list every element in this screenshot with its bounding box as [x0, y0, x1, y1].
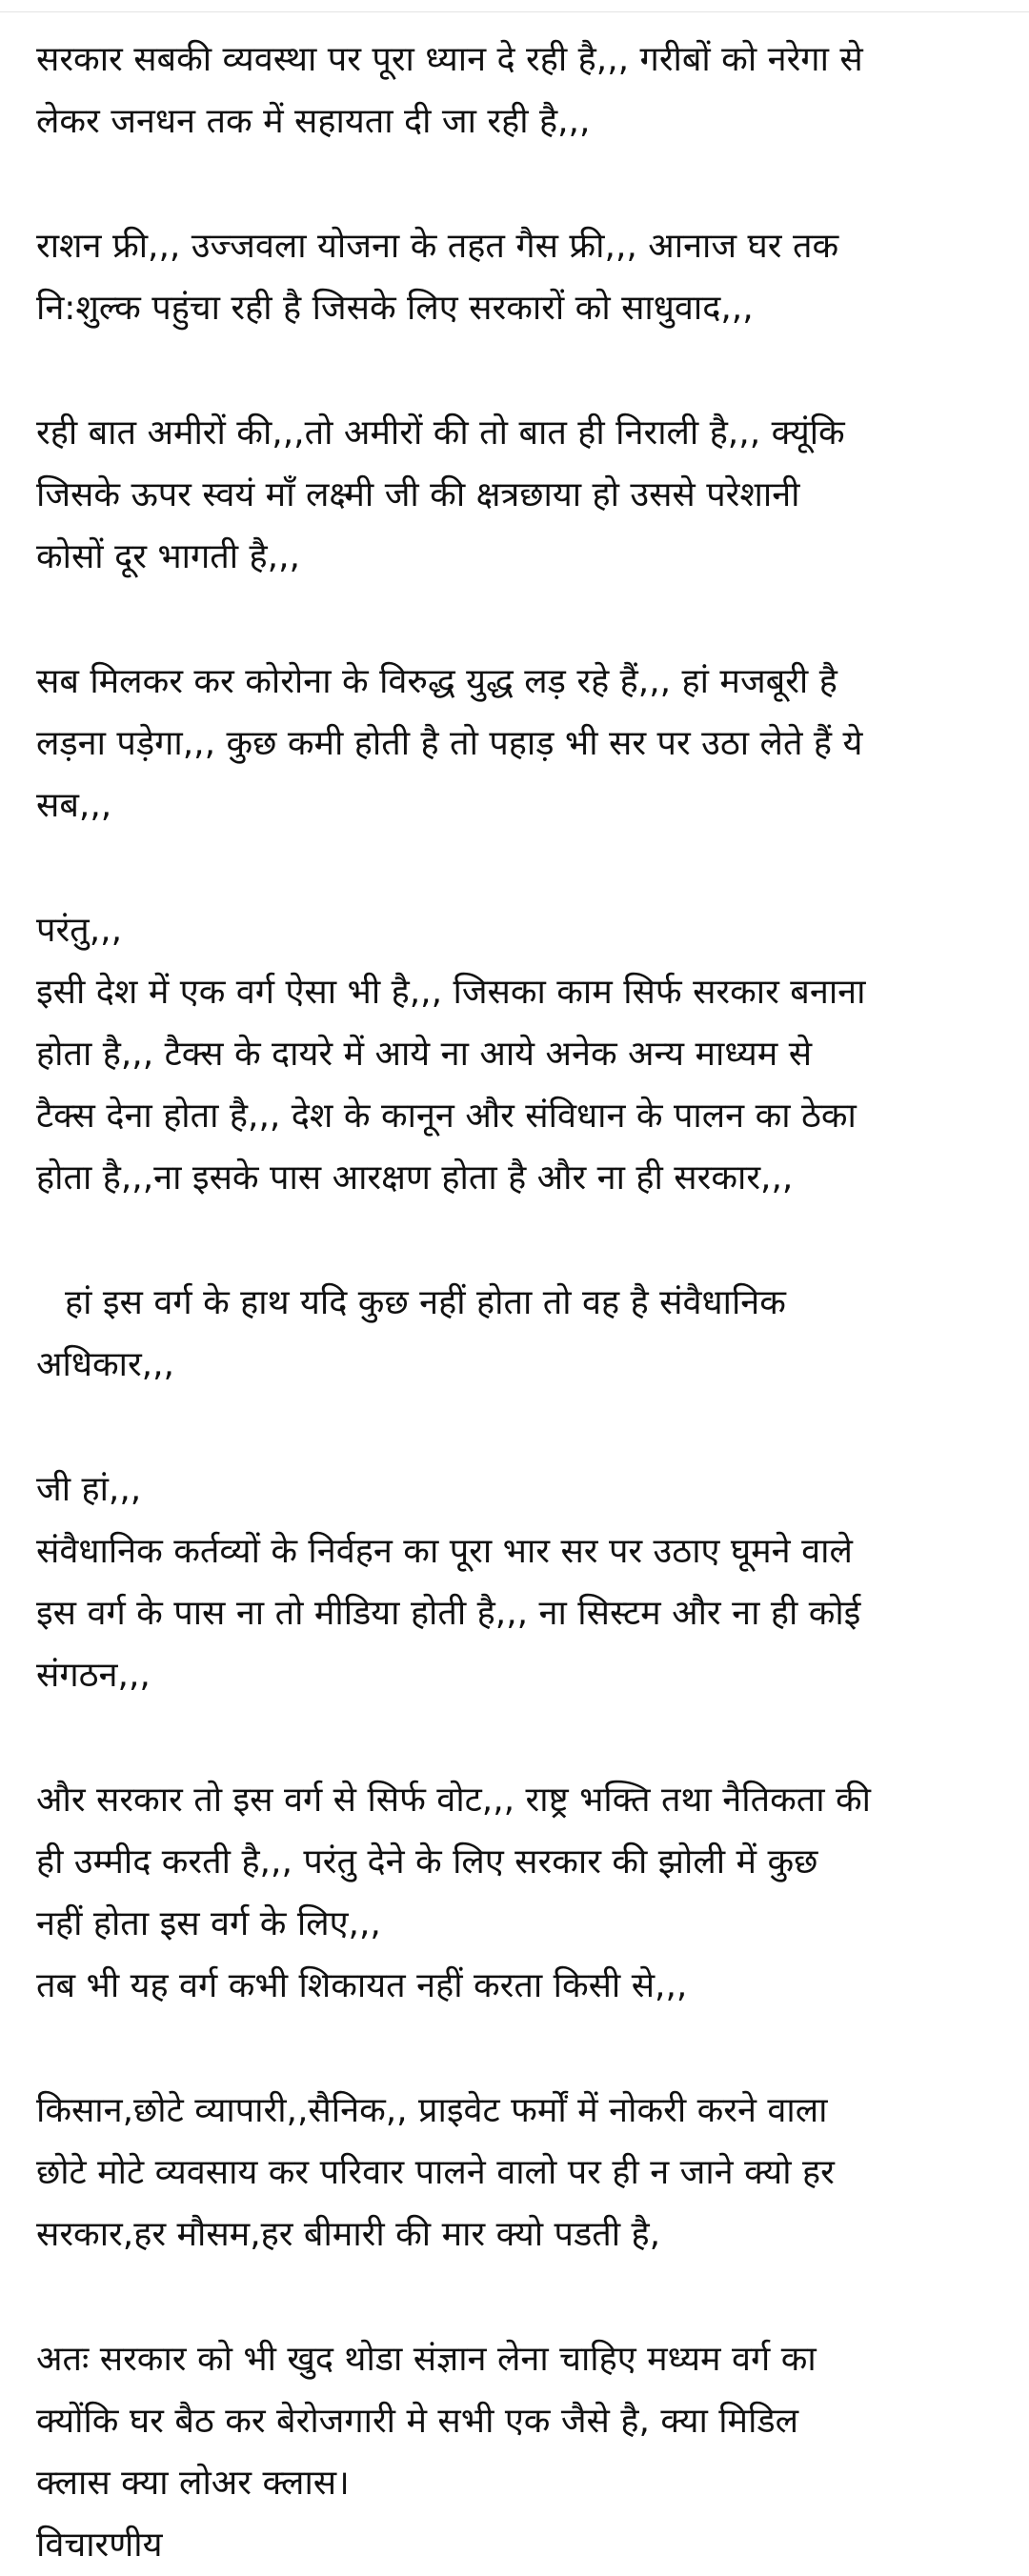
text-line: जिसके ऊपर स्वयं माँ लक्ष्मी जी की क्षत्रछाया हो उससे परेशानी	[36, 475, 800, 514]
text-line: सब,,,	[36, 786, 112, 825]
paragraph	[36, 1272, 999, 1396]
text-line: नि:शुल्क पहुंचा रही है जिसके लिए सरकारों को साधुवाद,,,	[36, 289, 754, 328]
text-line: राशन फ्री,,, उज्जवला योजना के तहत गैस फ्री,,, आनाज घर तक	[36, 227, 839, 266]
paragraph	[36, 402, 999, 588]
text-line: टैक्स देना होता है,,, देश के कानून और संविधान के पालन का ठेका	[36, 1097, 857, 1136]
text-line: क्योंकि घर बैठ कर बेरोजगारी मे सभी एक जैसे है, क्या मिडिल	[36, 2402, 799, 2441]
paragraph	[36, 651, 999, 836]
text-line: तब भी यह वर्ग कभी शिकायत नहीं करता किसी से,,,	[36, 1966, 688, 2005]
text-line: होता है,,, टैक्स के दायरे में आये ना आये अनेक अन्य माध्यम से	[36, 1035, 813, 1074]
text-line: इसी देश में एक वर्ग ऐसा भी है,,, जिसका काम सिर्फ सरकार बनाना	[36, 973, 866, 1012]
text-line: लेकर जनधन तक में सहायता दी जा रही है,,,	[36, 102, 591, 141]
text-line: संवैधानिक कर्तव्यों के निर्वहन का पूरा भार सर पर उठाए घूमने वाले	[36, 1532, 853, 1571]
text-line: छोटे मोटे व्यवसाय कर परिवार पालने वालो पर ही न जाने क्यो हर	[36, 2153, 835, 2192]
text-line: ही उम्मीद करती है,,, परंतु देने के लिए सरकार की झोली में कुछ	[36, 1842, 818, 1882]
text-line: जी हां,,,	[36, 1470, 142, 1509]
paragraph	[36, 215, 999, 339]
post-body	[36, 29, 999, 2576]
paragraph	[36, 1769, 999, 2017]
top-divider	[0, 0, 1029, 12]
text-line: कोसों दूर भागती है,,,	[36, 537, 300, 576]
paragraph	[36, 899, 999, 1209]
text-line: संगठन,,,	[36, 1656, 151, 1695]
text-line: क्लास क्या लोअर क्लास।	[36, 2464, 350, 2503]
text-line: सरकार,हर मौसम,हर बीमारी की मार क्यो पडती है,	[36, 2215, 661, 2254]
text-line: और सरकार तो इस वर्ग से सिर्फ वोट,,, राष्ट्र भक्ति तथा नैतिकता की	[36, 1781, 871, 1820]
closing-word: विचारणीय	[36, 2526, 163, 2565]
text-line: सरकार सबकी व्यवस्था पर पूरा ध्यान दे रही है,,, गरीबों को नरेगा से	[36, 40, 863, 79]
paragraph	[36, 1459, 999, 1706]
text-line: अधिकार,,,	[36, 1345, 174, 1384]
text-line: सब मिलकर कर कोरोना के विरुद्ध युद्ध लड़ रहे हैं,,, हां मजबूरी है	[36, 662, 837, 701]
text-line: इस वर्ग के पास ना तो मीडिया होती है,,, ना सिस्टम और ना ही कोई	[36, 1594, 861, 1633]
text-line: हां इस वर्ग के हाथ यदि कुछ नहीं होता तो वह है संवैधानिक	[65, 1283, 786, 1322]
paragraph	[36, 29, 999, 152]
text-line: नहीं होता इस वर्ग के लिए,,,	[36, 1904, 381, 1943]
text-line: परंतु,,,	[36, 911, 123, 950]
text-line: रही बात अमीरों की,,,तो अमीरों की तो बात ही निराली है,,, क्यूंकि	[36, 413, 845, 453]
text-line: किसान,छोटे व्यापारी,,सैनिक,, प्राइवेट फर्मों में नोकरी करने वाला	[36, 2091, 828, 2130]
text-line: लड़ना पड़ेगा,,, कुछ कमी होती है तो पहाड़ भी सर पर उठा लेते हैं ये	[36, 724, 863, 763]
text-line: होता है,,,ना इसके पास आरक्षण होता है और ना ही सरकार,,,	[36, 1158, 794, 1197]
text-line: अतः सरकार को भी खुद थोडा संज्ञान लेना चाहिए मध्यम वर्ग का	[36, 2340, 817, 2379]
paragraph	[36, 2080, 999, 2265]
paragraph	[36, 2328, 999, 2576]
